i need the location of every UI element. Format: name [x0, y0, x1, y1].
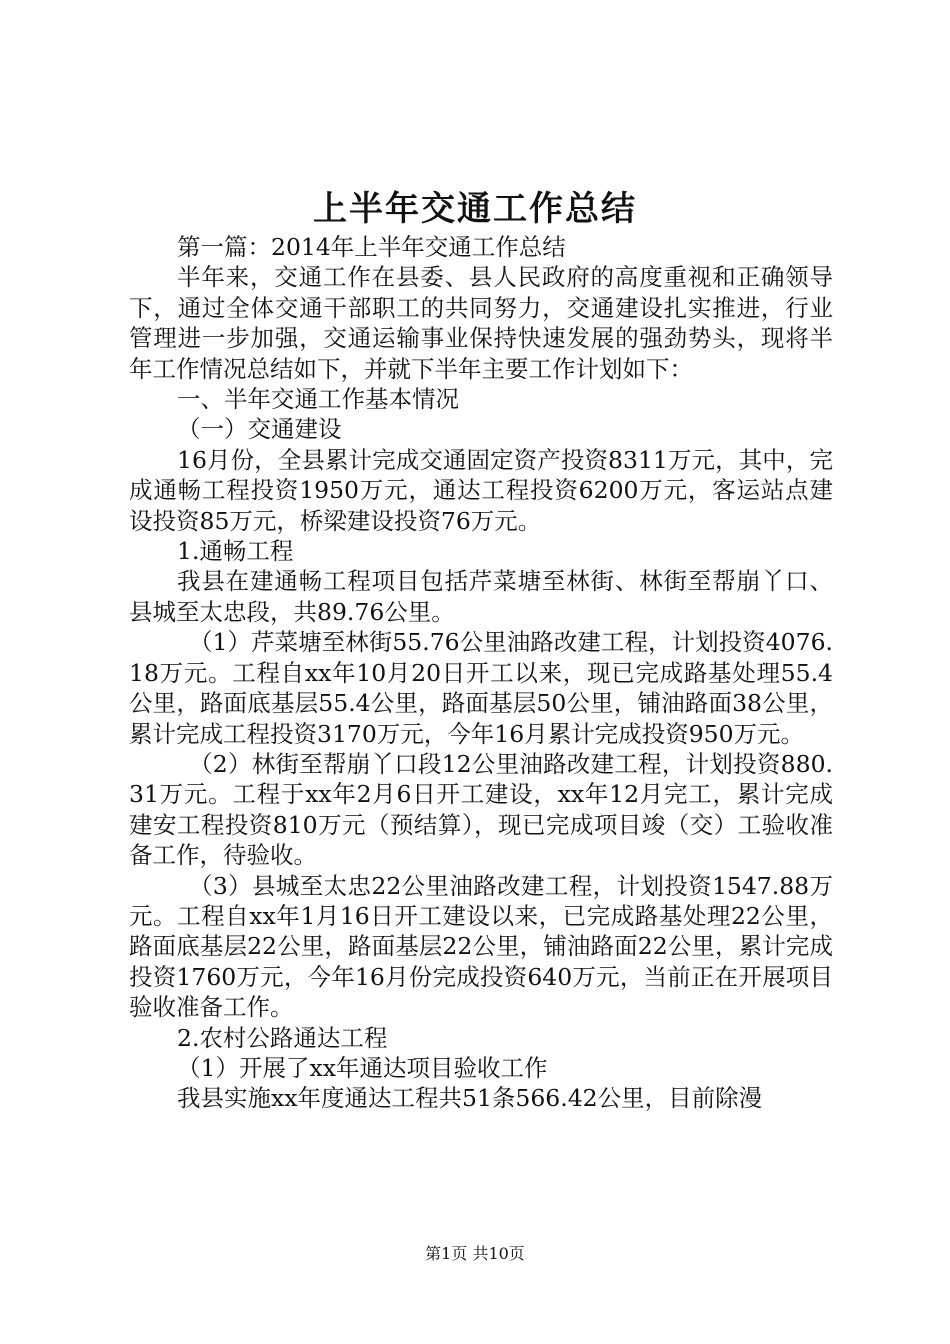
section-heading-construction: （一）交通建设	[177, 415, 342, 444]
section-heading-basic-situation: 一、半年交通工作基本情况	[177, 385, 459, 414]
paragraph-tongchang-projects: 我县在建通畅工程项目包括芹菜塘至林街、林街至帮崩丫口、县城至太忠段，共89.76公里。	[129, 567, 833, 626]
document-title: 上半年交通工作总结	[313, 189, 637, 229]
page-number-footer: 第1页 共10页	[425, 1244, 525, 1263]
paragraph-intro: 半年来，交通工作在县委、县人民政府的高度重视和正确领导下，通过全体交通干部职工的共同努力，交通建设扎实推进，行业管理进一步加强，交通运输事业保持快速发展的强劲势头，现将半年工作情况总结如下，并就下半年主要工作计划如下：	[129, 263, 833, 383]
paragraph-investment-summary: 16月份，全县累计完成交通固定资产投资8311万元，其中，完成通畅工程投资1950万元，通达工程投资6200万元，客运站点建设投资85万元，桥梁建设投资76万元。	[129, 445, 833, 535]
section-heading-rural-roads: 2.农村公路通达工程	[177, 1023, 388, 1052]
paragraph-project-3: （3）县城至太忠22公里油路改建工程，计划投资1547.88万元。工程自xx年1月16日开工建设以来，已完成路基处理22公里，路面底基层22公里，路面基层22公里，铺油路面22公里，累计完成投资1760万元，今年16月份完成投资640万元，当前正在开展项目验收准备工作。	[129, 871, 833, 1022]
document-body	[129, 232, 833, 1114]
paragraph-project-1: （1）芹菜塘至林街55.76公里油路改建工程，计划投资4076.18万元。工程自xx年10月20日开工以来，现已完成路基处理55.4公里，路面底基层55.4公里，路面基层50公里，铺油路面38公里，累计完成工程投资3170万元，今年16月累计完成投资950万元。	[129, 628, 833, 748]
section-heading-acceptance: （1）开展了xx年通达项目验收工作	[177, 1053, 548, 1082]
section-heading-tongchang: 1.通畅工程	[177, 537, 294, 566]
section-heading-first-chapter: 第一篇：2014年上半年交通工作总结	[177, 233, 566, 261]
paragraph-tongda-projects: 我县实施xx年度通达工程共51条566.42公里，目前除漫	[177, 1084, 763, 1113]
paragraph-project-2: （2）林街至帮崩丫口段12公里油路改建工程，计划投资880.31万元。工程于xx年2月6日开工建设，xx年12月完工，累计完成建安工程投资810万元（预结算），现已完成项目竣（交）工验收准备工作，待验收。	[129, 749, 833, 870]
